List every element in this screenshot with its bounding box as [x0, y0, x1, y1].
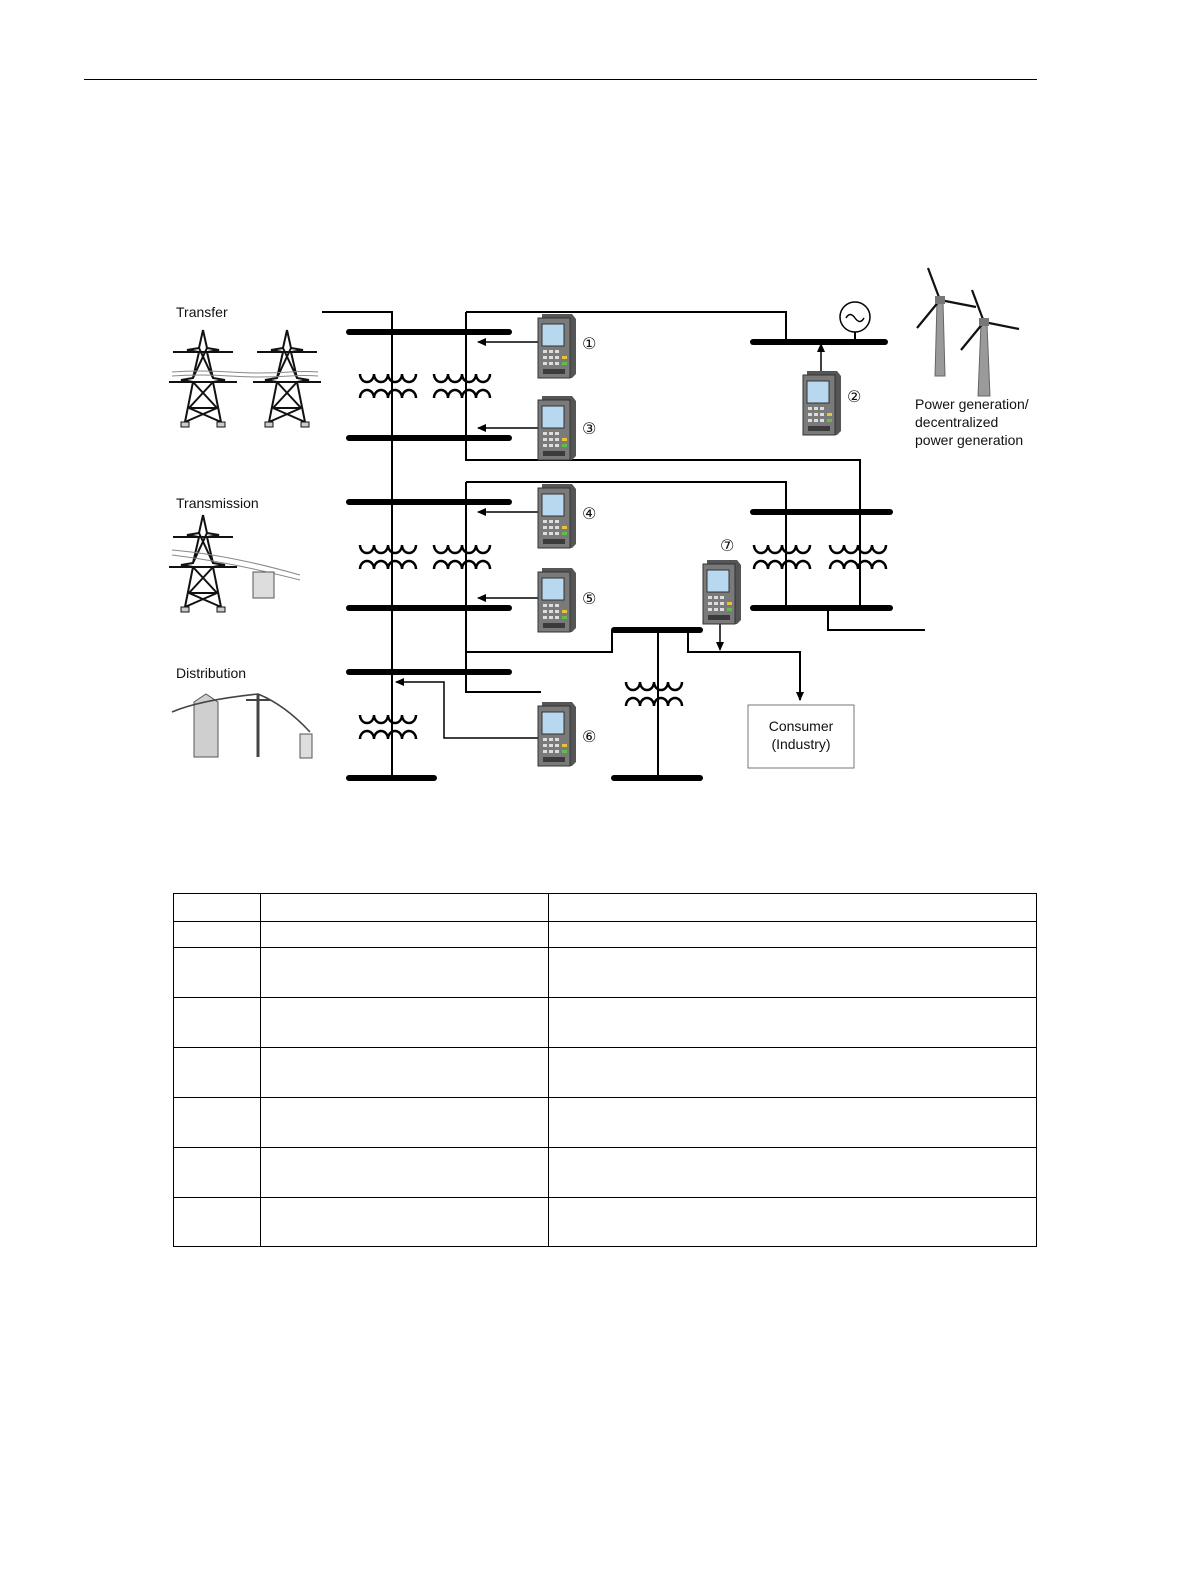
generation-label-line-2: decentralized [915, 414, 999, 430]
relay-application-table [173, 893, 1037, 1247]
table-cell [261, 948, 549, 998]
table-cell [174, 894, 261, 922]
transmission-label: Transmission [176, 495, 259, 511]
relay-marker-7: ⑦ [720, 536, 735, 555]
generator-icon [840, 302, 870, 332]
table-header-row [174, 894, 1037, 922]
distribution-label: Distribution [176, 665, 247, 681]
table-row [174, 1098, 1037, 1148]
table-row [174, 922, 1037, 948]
relay-arrows [396, 342, 821, 738]
relay-marker-1: ① [582, 334, 597, 353]
transfer-pylon-icon [169, 330, 321, 427]
wind-turbine-icon [917, 268, 1019, 396]
relay-device-6 [538, 702, 576, 766]
relay-marker-6: ⑥ [582, 727, 597, 746]
table-cell [261, 998, 549, 1048]
table-cell [261, 1198, 549, 1247]
table-cell [261, 894, 549, 922]
table-cell [174, 998, 261, 1048]
generation-label-line-3: power generation [915, 432, 1024, 448]
table-row [174, 1198, 1037, 1247]
relay-marker-5: ⑤ [582, 589, 597, 608]
table-cell [261, 1148, 549, 1198]
distribution-line-icon [172, 694, 312, 758]
consumer-label-line-1: Consumer [768, 718, 834, 734]
table-cell [549, 894, 1037, 922]
table-cell [174, 1098, 261, 1148]
table-cell [549, 1198, 1037, 1247]
table-cell [174, 1198, 261, 1247]
table-row [174, 1148, 1037, 1198]
table-cell [549, 948, 1037, 998]
relay-device-2 [803, 371, 841, 435]
table-cell [174, 1048, 261, 1098]
relay-marker-2: ② [847, 387, 862, 406]
table-cell [174, 922, 261, 948]
table-cell [261, 1098, 549, 1148]
table-cell [549, 1048, 1037, 1098]
relay-marker-4: ④ [582, 504, 597, 523]
relay-marker-3: ③ [582, 419, 597, 438]
table-row [174, 998, 1037, 1048]
transfer-label: Transfer [176, 304, 228, 320]
table-cell [261, 1048, 549, 1098]
table-cell [549, 1148, 1037, 1198]
table-cell [174, 1148, 261, 1198]
consumer-box [748, 705, 854, 768]
relay-device-5 [538, 568, 576, 632]
table-cell [174, 948, 261, 998]
table-cell [261, 922, 549, 948]
transmission-pylon-icon [169, 515, 300, 612]
generation-label-line-1: Power generation/ [915, 396, 1029, 412]
table-cell [549, 998, 1037, 1048]
relay-device-7 [703, 560, 741, 624]
relay-device-3 [538, 396, 576, 460]
table-row [174, 1048, 1037, 1098]
table-cell [549, 922, 1037, 948]
table-row [174, 948, 1037, 998]
relay-device-4 [538, 484, 576, 548]
consumer-label-line-2: (Industry) [771, 736, 831, 752]
relay-device-1 [538, 314, 576, 378]
table-cell [549, 1098, 1037, 1148]
